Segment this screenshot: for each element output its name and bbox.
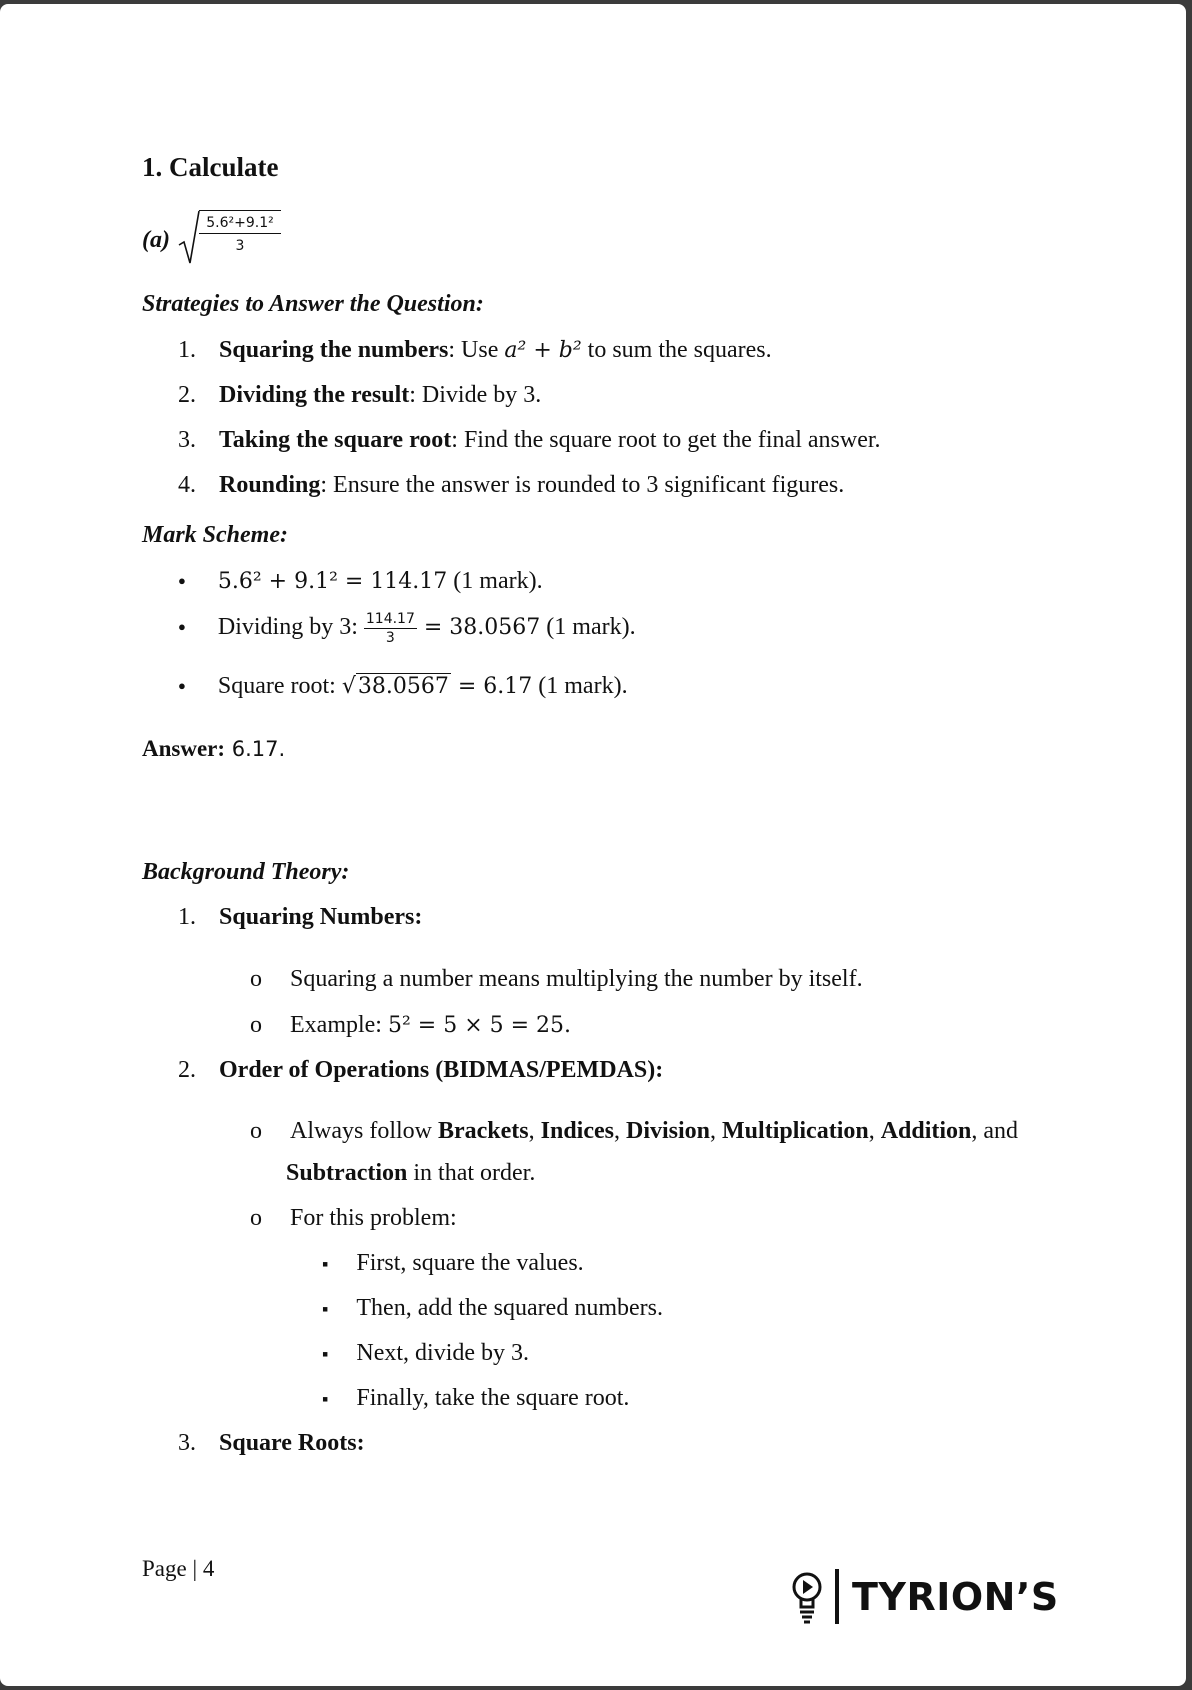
background-sub-item-continued: Subtraction in that order.: [286, 1160, 536, 1186]
circle-bullet-icon: o: [250, 1118, 262, 1144]
document-page: [0, 4, 1186, 1686]
circle-bullet-icon: o: [250, 1205, 262, 1231]
strategy-item: 4. Rounding: Ensure the answer is rounded to 3 significant figures.: [178, 472, 845, 498]
fraction-numerator: 5.6²+9.1²: [199, 211, 281, 234]
lightbulb-play-icon: [790, 1571, 824, 1627]
square-bullet-icon: ▪: [322, 1344, 329, 1364]
background-sub-sub-item: ▪ Next, divide by 3.: [322, 1340, 530, 1366]
question-fraction: [199, 210, 281, 256]
circle-bullet-icon: o: [250, 1012, 262, 1038]
background-section-heading: 3. Square Roots:: [178, 1430, 365, 1456]
bullet-icon: ●: [178, 619, 186, 635]
strategy-item: 1. Squaring the numbers: Use a² + b² to sum the squares.: [178, 337, 772, 363]
background-sub-sub-item: ▪ First, square the values.: [322, 1250, 584, 1276]
mark-scheme-item: ● Dividing by 3: $\frac{114.17}{3}$ = 38.0567 (1 mark).: [178, 611, 636, 646]
fraction: $\frac{114.17}{3}$: [365, 611, 415, 646]
list-number: 4.: [178, 472, 196, 498]
background-section-heading: 2. Order of Operations (BIDMAS/PEMDAS):: [178, 1057, 664, 1083]
answer-line: [142, 736, 285, 762]
bullet-icon: ●: [178, 573, 186, 588]
answer-label: Answer:: [142, 736, 226, 761]
logo-divider: [835, 1569, 839, 1624]
question-heading: 1. Calculate: [142, 152, 279, 182]
sqrt-sign-icon: [178, 209, 200, 265]
background-sub-item: o Example: 5² = 5 × 5 = 25.: [250, 1012, 572, 1038]
list-number: 2.: [178, 382, 196, 408]
background-sub-item: o Always follow Brackets, Indices, Division, Multiplication, Addition, and: [250, 1118, 1019, 1144]
background-title: Background Theory:: [142, 859, 350, 885]
bullet-icon: ●: [178, 678, 186, 693]
list-number: 3.: [178, 427, 196, 453]
page-number: Page | 4: [142, 1556, 215, 1581]
circle-bullet-icon: o: [250, 966, 262, 992]
brand-name: TYRION’S: [852, 1575, 1059, 1619]
fraction-denominator: 3: [235, 238, 245, 254]
background-sub-sub-item: ▪ Finally, take the square root.: [322, 1385, 630, 1411]
list-number: 1.: [178, 337, 196, 363]
strategy-item: 2. Dividing the result: Divide by 3.: [178, 382, 542, 408]
background-sub-item: o Squaring a number means multiplying the number by itself.: [250, 966, 863, 992]
square-bullet-icon: ▪: [322, 1254, 329, 1274]
square-bullet-icon: ▪: [322, 1299, 329, 1319]
answer-value: 6.17.: [225, 737, 286, 761]
background-sub-sub-item: ▪ Then, add the squared numbers.: [322, 1295, 663, 1321]
mark-scheme-item: ● Square root: √38.0567 = 6.17 (1 mark).: [178, 673, 628, 699]
strategy-item: 3. Taking the square root: Find the square root to get the final answer.: [178, 427, 881, 453]
mark-scheme-title: Mark Scheme:: [142, 522, 288, 548]
mark-scheme-item: ● 5.6² + 9.1² = 114.17 (1 mark).: [178, 568, 543, 594]
strategies-title: Strategies to Answer the Question:: [142, 291, 484, 317]
part-label: (a): [142, 227, 170, 253]
background-section-heading: 1. Squaring Numbers:: [178, 904, 423, 930]
background-sub-item: o For this problem:: [250, 1205, 457, 1231]
square-bullet-icon: ▪: [322, 1389, 329, 1409]
